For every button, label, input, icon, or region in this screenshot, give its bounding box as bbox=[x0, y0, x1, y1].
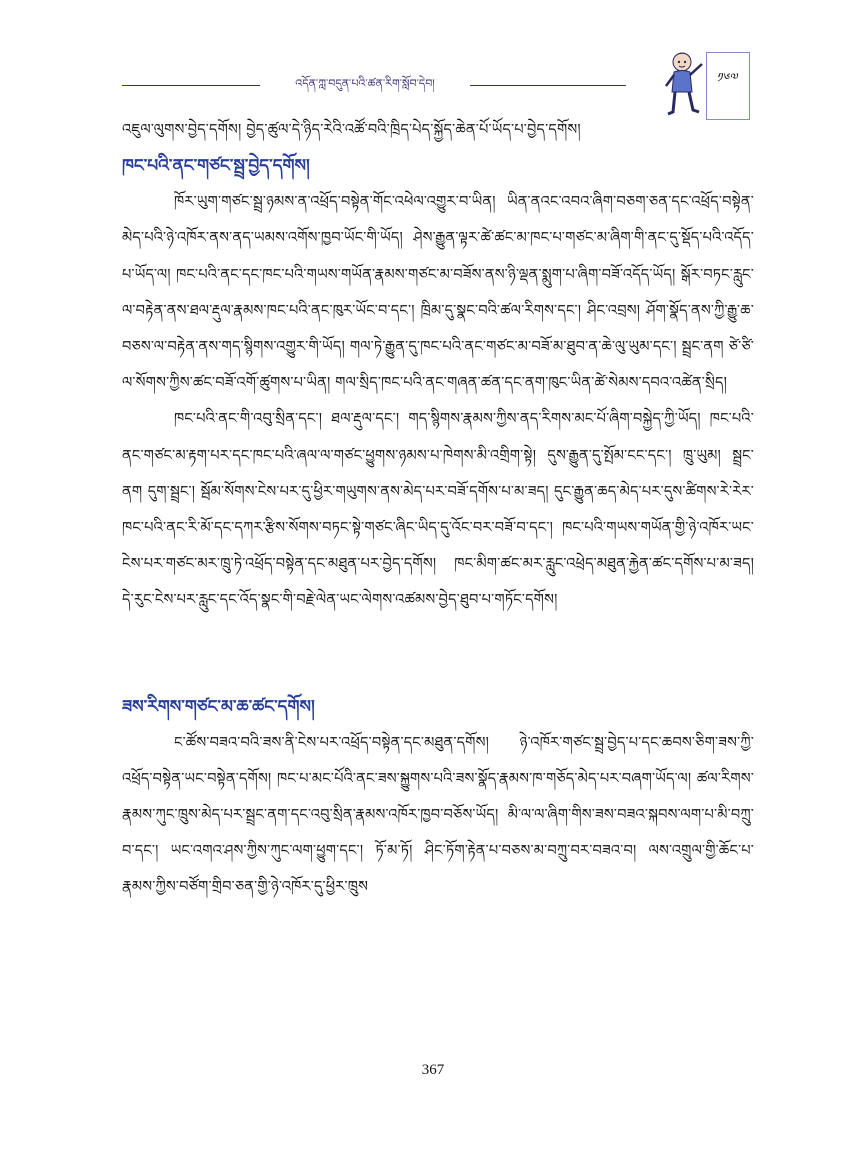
section-heading-food-hygiene: ཟས་རིགས་གཙང་མ་ཆ་ཚང་དགོས། bbox=[122, 696, 315, 717]
paragraph-room-cleaning-2: ཁང་པའི་ནང་གི་འབུ་སྲིན་དང་། ཐལ་རྡུལ་དང་། གད་སྙིགས་རྣམས་ཀྱིས་ནད་རིགས་མང་པོ་ཞིག་བསྐྱེད་ཀྱི་ཡོད། ཁང་པའི་ནང་གཙང་མ་རྟག་པར་དང་ཁང་པའི་ཞལ་ལ་གཙང་ཕྱུགས་ཉམས་པ་ཁེགས་མི་འགྲིག་སྟེ། དུས་རྒྱུན་དུ་སྤོམ་ངང་དང་། ཁྲུ་ཡུམ། སྦྲང་ནག དུག་སྦྲང་། སྦོམ་སོགས་ངེས་པར་དུ་ཕྱིར་གཡུགས་ནས་མེད་པར་བཟོ་དགོས་པ་མ་ཟད། དུང་རྒྱུན་ཆད་མེད་པར་དུས་ཚིགས་རེ་རེར་ཁང་པའི་ནང་རི་མོ་དང་དཀར་རྩིས་སོགས་བཏང་སྟེ་གཙང་ཞིང་ཡིད་དུ་འོང་བར་བཟོ་བ་དང་། ཁང་པའི་གཡས་གཡོན་གྱི་ཉེ་འཁོར་ཡང་ངེས་པར་གཙང་མར་ཁྲུ་ཏེ་འཕྲོད་བསྟེན་དང་མཐུན་པར་བྱེད་དགོས། ཁང་མིག་ཚང་མར་རླུང་འཕྲེད་མཐུན་རྐྱེན་ཚང་དགོས་པ་མ་ཟད། དེ་རུང་ངེས་པར་རླུང་དང་འོད་སྣང་གི་བརྗེ་ལེན་ཡང་ལེགས་འཚམས་བྱེད་ཐུབ་པ་གཏོང་དགོས། bbox=[122, 411, 754, 609]
page-content bbox=[122, 112, 754, 906]
paragraph-food-hygiene: ང་ཚོས་བཟའ་བའི་ཟས་ནི་ངེས་པར་འཕྲོད་བསྟེན་དང་མཐུན་དགོས། ཉེ་འཁོར་གཙང་སྦྲ་བྱེད་པ་དང་ཆབས་ཅིག་ཟས་ཀྱི་འཕྲོད་བསྟེན་ཡང་བསྟེན་དགོས། ཁང་པ་མང་པོའི་ནང་ཟས་སྐྱུགས་པའི་ཟས་སྣོད་རྣམས་ཁ་གཅོད་མེད་པར་བཞག་ཡོད་ལ། ཚལ་རིགས་རྣམས་ཀུང་ཁྲུས་མེད་པར་སྦྲང་ནག་དང་འབུ་སྲིན་རྣམས་འཁོར་ཁྱབ་བཅོས་ཡོད། མི་ལ་ལ་ཞིག་གིས་ཟས་བཟའ་སྐབས་ལག་པ་མི་བཀྲུ་བ་དང་། ཡང་འགའ་ཤས་ཀྱིས་ཀུང་ལག་ཕྱུག་དང་། ཏོ་མ་ཏོ། ཤིང་ཏོག་རྟེན་པ་བཅས་མ་བཀྲུ་བར་བཟའ་བ། ལས་འགྲུལ་གྱི་ཆོང་པ་རྣམས་ཀྱིས་བཙོག་གྲིབ་ཅན་གྱི་ཉེ་འཁོར་དུ་ཕྱིར་ཁྲུས bbox=[122, 734, 754, 896]
page-number-box: ༡༦༧ bbox=[706, 52, 750, 120]
intro-paragraph: འཇུལ་ལུགས་བྱེད་དགོས། བྱེད་ཚུལ་དེ་ཉིད་རེའི་འཚོ་བའི་ཁྲིད་པེད་སྐྱོད་ཆེན་པོ་ཡོད་པ་བྱེད་དགོས། bbox=[122, 122, 581, 138]
section-spacer bbox=[122, 619, 754, 689]
page-number: 367 bbox=[421, 1062, 445, 1078]
header-rule-left bbox=[122, 85, 260, 86]
section-heading-room-cleaning: ཁང་པའི་ནང་གཙང་སྦྲ་བྱེད་དགོས། bbox=[122, 156, 310, 177]
paragraph-room-cleaning-1: ཁོར་ཡུག་གཙང་སྦྲ་ཉམས་ན་འཕྲོད་བསྟེན་གོང་འཕེལ་འགྱུར་བ་ཡིན། ཡིན་ནའང་འབའ་ཞིག་བཅག་ཅན་དང་འཕྲོད་བསྟེན་མེད་པའི་ཉེ་འཁོར་ནས་ནད་ཡམས་འགོས་ཁྱབ་ཡོང་གི་ཡོད། ཤེས་རྒྱུན་ལྟར་ཚེ་ཚང་མ་ཁང་པ་གཙང་མ་ཞིག་གི་ནང་དུ་སྡོད་པའི་འདོད་པ་ཡོད་ལ། ཁང་པའི་ནང་དང་ཁང་པའི་གཡས་གཡོན་རྣམས་གཙང་མ་བཟོས་ནས་ཉི་ལྡན་སྨུག་པ་ཞིག་བཟོ་འདོད་ཡོད། སྒོར་བཏང་རླུང་ལ་བརྟེན་ནས་ཐལ་རྡུལ་རྣམས་ཁང་པའི་ནང་ཁུར་ཡོང་བ་དང་། ཁྲིམ་དུ་སྣང་བའི་ཚལ་རིགས་དང་། ཤིང་འབྲས། ཤོག་སྣོད་ནས་ཀྱི་རྒྱུ་ཆ་བཅས་ལ་བརྟེན་ནས་གད་སྙིགས་འགྱུར་གི་ཡོད། གལ་ཏེ་རྒྱུན་དུ་ཁང་པའི་ནང་གཙང་མ་བཟོ་མ་ཐུབ་ན་ཆེ་ལུ་ཡུམ་དང་། སྦྲང་ནག ཙེ་ཙི་ལ་སོགས་ཀྱིས་ཚང་བཟོ་འགོ་ཚུགས་པ་ཡིན། གལ་སྲིད་ཁང་པའི་ནང་གཞན་ཚན་དང་ནག་ཁུང་ཡིན་ཚེ་སེམས་དབའ་འཚེན་སྲིད། bbox=[122, 194, 754, 392]
header-rule-right bbox=[470, 85, 626, 86]
running-title: འདོན་ཀླ་བདུན་པའི་ཚན་རིག་སློབ་དེབ། bbox=[295, 77, 435, 90]
